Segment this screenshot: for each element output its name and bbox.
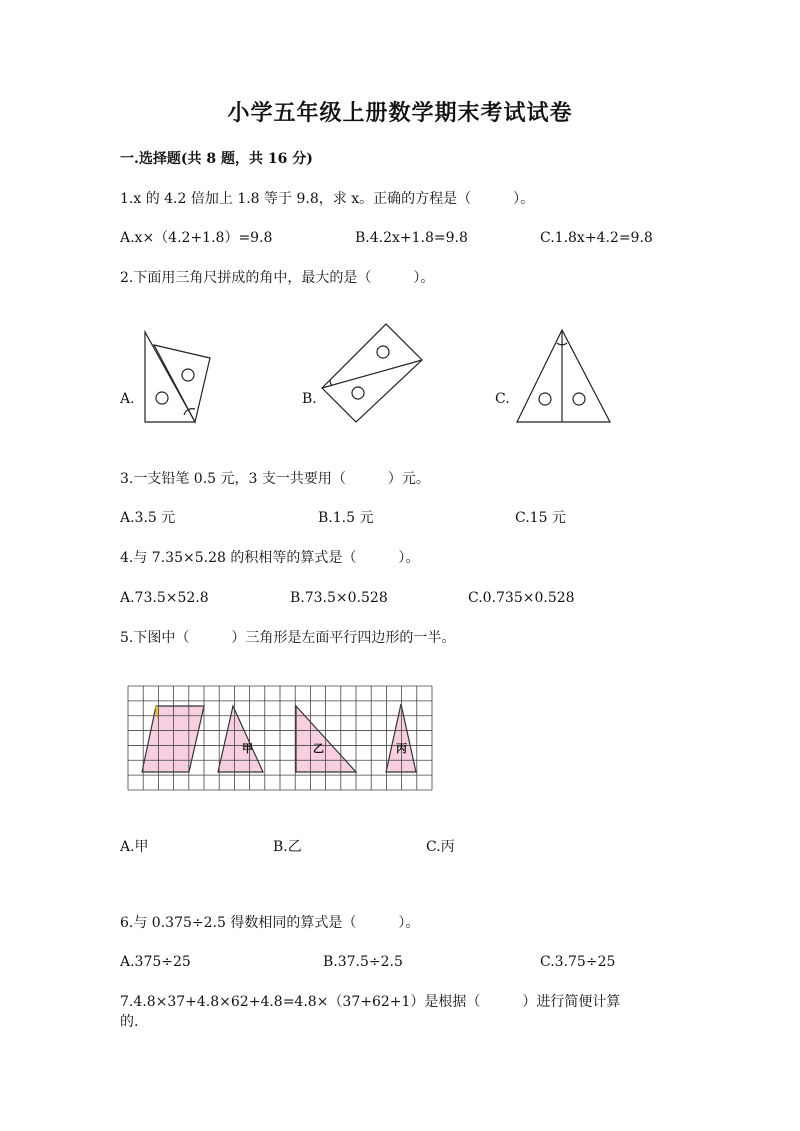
question-3-option-c[interactable]: C.15 元 [515, 510, 566, 526]
question-6-stem: 6.与 0.375÷2.5 得数相同的算式是（ ）。 [120, 915, 420, 931]
grid-label-bing: 丙 [396, 742, 407, 755]
set-square-angle-c-figure [512, 325, 616, 427]
question-5-option-a[interactable]: A.甲 [120, 839, 149, 855]
question-2-figure-a-label: A. [120, 391, 135, 407]
set-square-angle-a-figure [140, 325, 220, 430]
grid-lines [128, 686, 432, 790]
question-6-option-b[interactable]: B.37.5÷2.5 [323, 954, 403, 970]
question-4-stem: 4.与 7.35×5.28 的积相等的算式是（ ）。 [120, 550, 420, 566]
question-7-stem-line-1: 7.4.8×37+4.8×62+4.8=4.8×（37+62+1）是根据（ ）进行简便计算 [120, 994, 621, 1010]
question-5-stem: 5.下图中（ ）三角形是左面平行四边形的一半。 [120, 630, 456, 646]
section-heading: 一.选择题(共 8 题，共 16 分) [120, 151, 313, 167]
grid-label-jia: 甲 [242, 742, 253, 755]
question-2-figure-b-label: B. [302, 391, 317, 407]
question-1-stem: 1.x 的 4.2 倍加上 1.8 等于 9.8，求 x。正确的方程是（ ）。 [120, 191, 535, 207]
question-1-option-b[interactable]: B.4.2x+1.8=9.8 [355, 230, 468, 246]
question-5-option-c[interactable]: C.丙 [426, 839, 455, 855]
question-2-figure-c-label: C. [495, 391, 510, 407]
question-2-stem: 2.下面用三角尺拼成的角中，最大的是（ ）。 [120, 270, 435, 286]
question-3-option-a[interactable]: A.3.5 元 [120, 510, 176, 526]
triangle-grid-figure [128, 686, 432, 790]
question-6-option-a[interactable]: A.375÷25 [120, 954, 191, 970]
question-1-option-c[interactable]: C.1.8x+4.2=9.8 [540, 230, 653, 246]
question-5-option-b[interactable]: B.乙 [273, 839, 302, 855]
question-4-option-b[interactable]: B.73.5×0.528 [290, 590, 388, 606]
question-6-option-c[interactable]: C.3.75÷25 [540, 954, 616, 970]
triangle-bing [386, 704, 416, 772]
page-title: 小学五年级上册数学期末考试试卷 [227, 100, 573, 126]
question-4-option-a[interactable]: A.73.5×52.8 [120, 590, 209, 606]
question-4-option-c[interactable]: C.0.735×0.528 [468, 590, 575, 606]
question-3-stem: 3.一支铅笔 0.5 元，3 支一共要用（ ）元。 [120, 471, 430, 487]
set-square-angle-b-figure [318, 320, 426, 425]
question-1-option-a[interactable]: A.x×（4.2+1.8）=9.8 [120, 230, 273, 246]
shapes [142, 704, 416, 772]
grid-label-yi: 乙 [313, 742, 324, 755]
question-7-stem-line-2: 的. [120, 1014, 139, 1030]
question-3-option-b[interactable]: B.1.5 元 [318, 510, 374, 526]
